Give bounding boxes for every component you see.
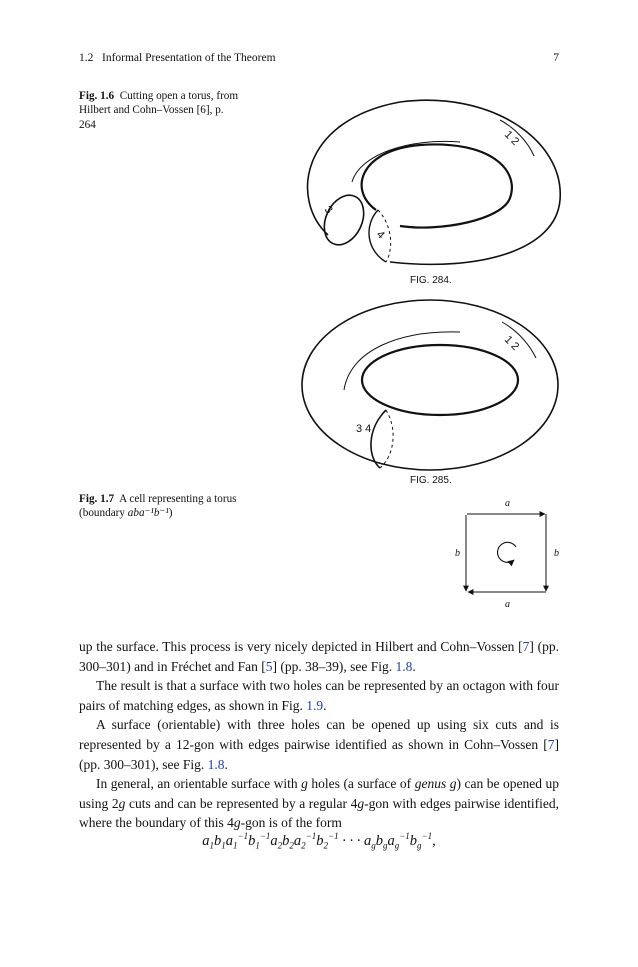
figure-link[interactable]: 1.9 bbox=[306, 697, 324, 713]
torus1-outer bbox=[308, 100, 561, 264]
fig-284-label: FIG. 284. bbox=[410, 275, 452, 286]
torus2-outer bbox=[302, 300, 558, 470]
fig-1-7-label: Fig. 1.7 bbox=[79, 493, 115, 505]
label-edge-right: b bbox=[554, 548, 559, 559]
fig-1-6-illustration bbox=[290, 90, 570, 490]
paragraph-3: A surface (orientable) with three holes can be opened up using six cuts and is represented by a 12-gon with edges pairwise identified as shown in Cohn–Vossen [7] (pp. 300–301), see Fig. 1.8. bbox=[79, 717, 559, 772]
figure-link[interactable]: 1.8 bbox=[395, 658, 413, 674]
torus2-meridian bbox=[371, 410, 386, 468]
running-head: 1.2 Informal Presentation of the Theorem bbox=[79, 52, 276, 64]
torus1-label-12: 1 2 bbox=[501, 128, 522, 148]
fig-1-7-caption-pre: A cell representing a torus (boundary bbox=[79, 493, 237, 520]
fig-1-7-caption-formula: aba⁻¹b⁻¹ bbox=[127, 507, 169, 520]
display-formula: $a_1b_1a_1^{-1}b_1^{-1}a_2b_2a_2^{-1}b_2^{-1}$ · · · $a_gb_ga_g^{-1}b_g^{-1}$, bbox=[202, 831, 436, 851]
paragraph-2: The result is that a surface with two holes can be represented by an octagon with four pairs of matching edges, as shown in Fig. 1.9. bbox=[79, 678, 559, 713]
fig-1-7-caption bbox=[79, 492, 239, 521]
page-number: 7 bbox=[553, 52, 559, 64]
ref-link[interactable]: 5 bbox=[265, 658, 273, 674]
torus1-cut-end-left bbox=[317, 189, 372, 251]
label-edge-bottom: a bbox=[505, 599, 510, 610]
ref-link[interactable]: 7 bbox=[547, 736, 555, 752]
fig-1-6-caption-text: Cutting open a torus, from Hilbert and Cohn–Vossen [6], p. 264 bbox=[79, 90, 239, 131]
body-text bbox=[79, 637, 559, 833]
torus2-meridian-dashed bbox=[380, 410, 393, 468]
torus1-label-4: 4 bbox=[373, 228, 387, 242]
torus2-inner bbox=[362, 345, 518, 415]
paragraph-1: up the surface. This process is very nicely depicted in Hilbert and Cohn–Vossen [7] (pp. 300–301) and in Fréchet and Fan [5] (pp. 38–39), see Fig. 1.8. bbox=[79, 639, 559, 674]
torus2-label-34: 3 4 bbox=[356, 423, 372, 435]
fig-1-7-caption-post: ) bbox=[168, 507, 173, 520]
label-edge-top: a bbox=[505, 498, 510, 509]
figure-link[interactable]: 1.8 bbox=[207, 756, 225, 772]
label-edge-left: b bbox=[455, 548, 460, 559]
fig-1-6-caption bbox=[79, 89, 239, 132]
torus2-label-12: 1 2 bbox=[501, 333, 522, 353]
orientation-arrow bbox=[498, 542, 516, 562]
paragraph-4: In general, an orientable surface with g holes (a surface of genus g) can be opened up using 2g cuts and can be represented by a regular 4g-gon with edges pairwise identified, where the boundary of this 4g-gon is of the form bbox=[79, 776, 559, 831]
fig-285-label: FIG. 285. bbox=[410, 475, 452, 486]
torus1-inner bbox=[362, 144, 512, 227]
ref-link[interactable]: 7 bbox=[522, 639, 530, 654]
torus1-label-3: 3 bbox=[321, 203, 335, 217]
fig-1-6-label: Fig. 1.6 bbox=[79, 90, 115, 102]
fig-1-7-square-cell bbox=[450, 492, 570, 612]
